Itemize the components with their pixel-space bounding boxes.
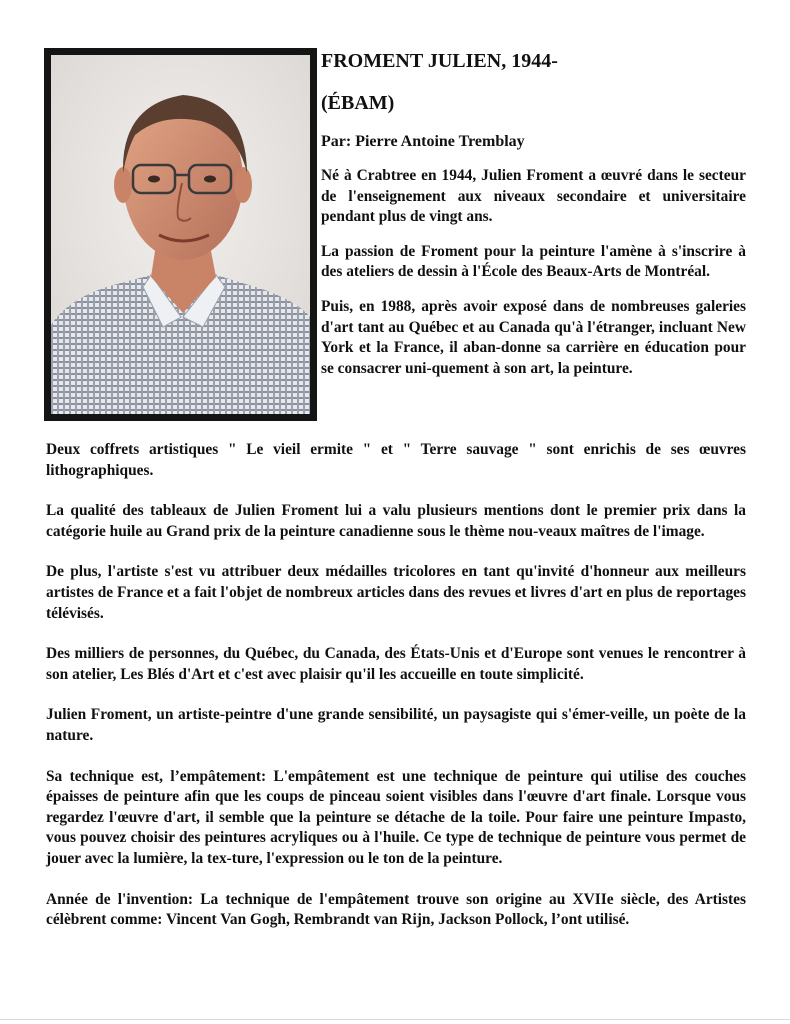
body-paragraph: De plus, l'artiste s'est vu attribuer deux médailles tricolores en tant qu'invité d'honneur aux meilleurs artistes de France et a fait l'objet de nombreux articles dans des revues et livres d'art en plus de reportages télévisés. (46, 563, 746, 622)
portrait-photo (44, 48, 317, 421)
side-paragraph: Né à Crabtree en 1944, Julien Froment a œuvré dans le secteur de l'enseignement aux niveaux secondaire et universitaire pendant plus de vingt ans. (321, 167, 746, 226)
author-line: Par: Pierre Antoine Tremblay (321, 133, 525, 150)
body-paragraph: Julien Froment, un artiste-peintre d'une grande sensibilité, un paysagiste qui s'émer-veille, un poète de la nature. (46, 706, 746, 744)
portrait-illustration (51, 55, 310, 414)
side-paragraph: Puis, en 1988, après avoir exposé dans de nombreuses galeries d'art tant au Québec et au Canada qu'à l'étranger, incluant New York et la France, il aban-donne sa carrière en éducation pour se consacrer uni-quement à son art, la peinture. (321, 297, 746, 377)
side-paragraph: La passion de Froment pour la peinture l'amène à s'inscrire à des ateliers de dessin à l'École des Beaux-Arts de Montréal. (321, 242, 746, 281)
body-paragraph: Deux coffrets artistiques " Le vieil ermite " et " Terre sauvage " sont enrichis de ses œuvres lithographiques. (46, 441, 746, 479)
body-paragraph: La qualité des tableaux de Julien Froment lui a valu plusieurs mentions dont le premier prix dans la catégorie huile au Grand prix de la peinture canadienne sous le thème nou-veaux maîtres de l'image. (46, 502, 746, 540)
body-text (46, 440, 746, 951)
body-paragraph: Année de l'invention: La technique de l'empâtement trouve son origine au XVIIe siècle, des Artistes célèbrent comme: Vincent Van Gogh, Rembrandt van Rijn, Jackson Pollock, l’ont utilisé. (46, 890, 746, 929)
page-bottom-rule (0, 1019, 790, 1020)
body-paragraph: Sa technique est, l’empâtement: L'empâtement est une technique de peinture qui utilise des couches épaisses de peinture afin que les coups de pinceau soient visibles dans l'œuvre d'art finale. Lorsque vous regardez l'œuvre d'art, il semble que la peinture se détache de la toile. Pour faire une peinture Impasto, vous pouvez choisir des peintures acryliques ou à l'huile. Ce type de technique de peinture vous permet de jouer avec la lumière, la tex-ture, l'expression ou le ton de la peinture. (46, 767, 746, 867)
organization-label: (ÉBAM) (321, 92, 395, 114)
body-paragraph: Des milliers de personnes, du Québec, du Canada, des États-Unis et d'Europe sont venues le rencontrer à son atelier, Les Blés d'Art et c'est avec plaisir qu'il les accueille en toute simplicité. (46, 645, 746, 683)
document-title: FROMENT JULIEN, 1944- (321, 50, 558, 72)
header-column (321, 48, 746, 379)
